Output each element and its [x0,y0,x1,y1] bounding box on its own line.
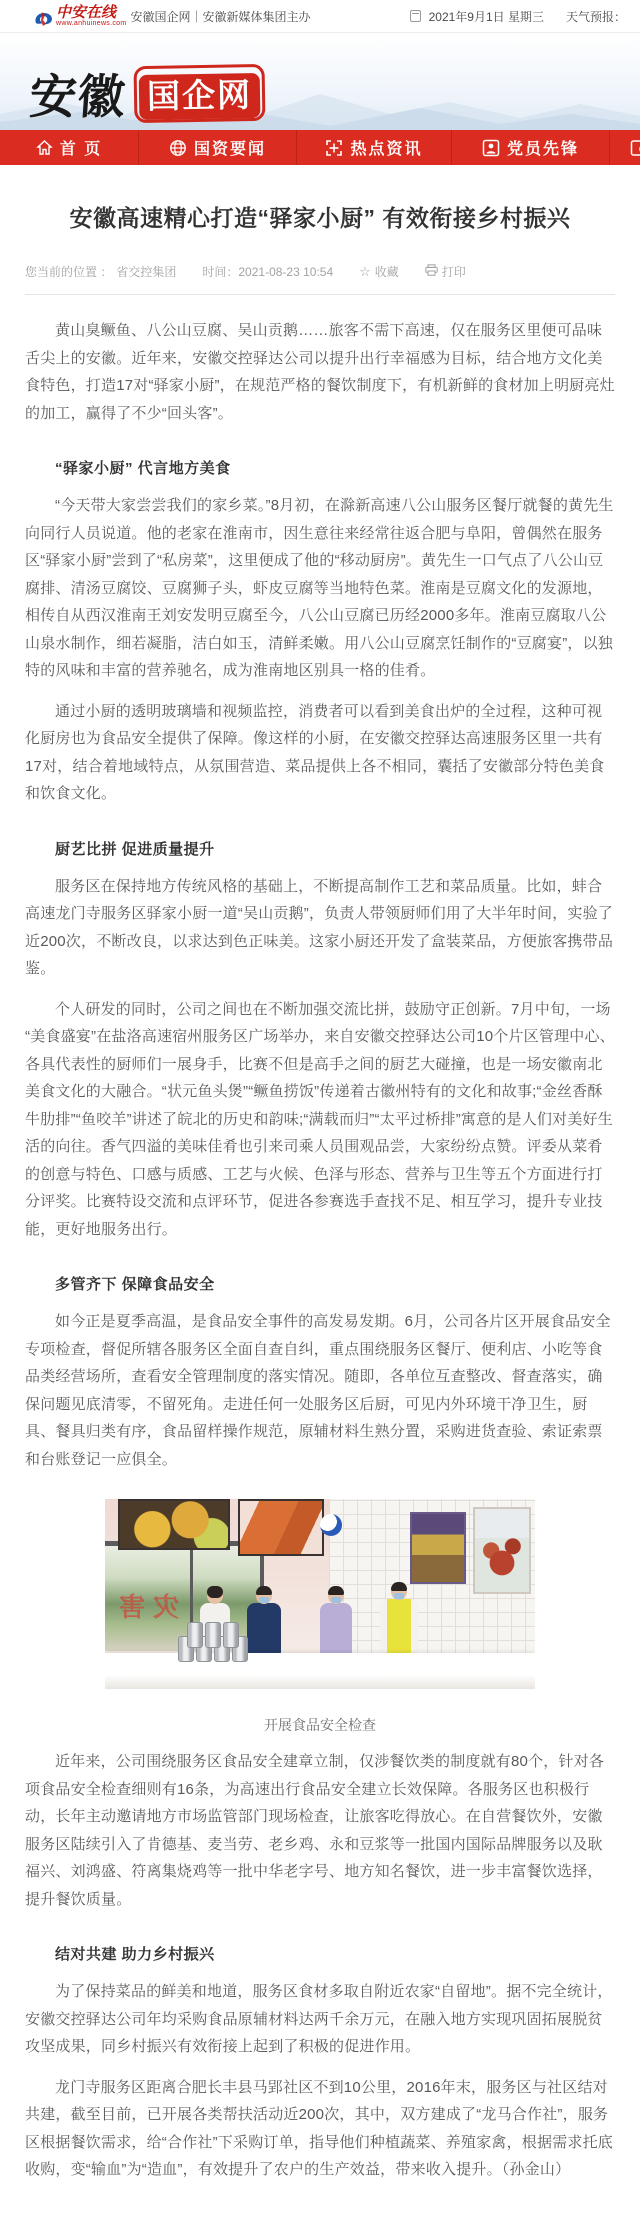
photo-food-poster [238,1499,324,1556]
photo-person-vest [380,1584,418,1655]
favorite-label: 收藏 [375,263,399,280]
section-heading: “驿家小厨” 代言地方美食 [25,457,615,478]
article-photo-wrap [105,1499,535,1689]
favorite-button[interactable] [359,263,399,280]
nav-item-news[interactable] [139,130,297,165]
article-photo [105,1499,535,1689]
photo-counter [105,1653,535,1689]
paragraph: 通过小厨的透明玻璃墙和视频监控，消费者可以看到美食出炉的全过程，这种可视化厨房也为食品安全提供了保障。像这样的小厨，在安徽交控驿达高速服务区里一共有17对，结合着地域特点，从氛围营造、菜品提供上各不相同，囊括了安徽部分特色美食和饮食文化。 [25,698,615,808]
time-value: 2021-08-23 10:54 [238,265,333,279]
print-label: 打印 [442,263,466,280]
article-title: 安徽高速精心打造“驿家小厨” 有效衔接乡村振兴 [25,203,615,233]
nav-label: 国资要闻 [194,136,266,159]
photo-cans [178,1620,288,1662]
topbar-right [410,8,626,25]
section-heading: 厨艺比拼 促进质量提升 [25,838,615,859]
site-banner [0,33,640,130]
printer-icon [425,264,438,279]
nav-item-hot[interactable] [297,130,452,165]
section-heading: 结对共建 助力乡村振兴 [25,1943,615,1964]
brand-seal-text: 国企网 [139,73,261,120]
search-doc-icon [630,139,640,157]
paragraph: 为了保持菜品的鲜美和地道，服务区食材多取自附近农家“自留地”。据不完全统计，安徽交控驿达公司年均采购食品原辅材料达两千余万元，在融入地方实现巩固拓展脱贫攻坚成果，同乡村振兴有效衔接上起到了积极的促进作用。 [25,1978,615,2061]
site-subtitle: 安徽国企网｜安徽新媒体集团主办 [130,8,310,25]
brand-seal [134,64,266,123]
main-nav [0,130,640,165]
paragraph: “今天带大家尝尝我们的家乡菜。”8月初，在滁新高速八公山服务区餐厅就餐的黄先生向同行人员说道。他的老家在淮南市，因生意往来经常往返合肥与阜阳，曾偶然在服务区“驿家小厨”尝到了“私房菜”，这里便成了他的“移动厨房”。黄先生一口气点了八公山豆腐排、清汤豆腐饺、豆腐狮子头，虾皮豆腐等当地特色菜。淮南是豆腐文化的发源地，相传自从西汉淮南王刘安发明豆腐至今，八公山豆腐已历经2000多年。淮南豆腐取八公山泉水制作，细若凝脂，洁白如玉，清鲜柔嫩。用八公山豆腐烹饪制作的“豆腐宴”，以独特的风味和丰富的营养驰名，成为淮南地区别具一格的佳肴。 [25,492,615,685]
paragraph: 龙门寺服务区距离合肥长丰县马郢社区不到10公里，2016年末，服务区与社区结对共建，截至目前，已开展各类帮扶活动近200次，其中，双方建成了“龙马合作社”，服务区根据餐饮需求，给“合作社”下采购订单，指导他们种植蔬菜、养殖家禽，根据需求托底收购，变“输血”为“造血”，有效提升了农户的生产效益，带来收入提升。（孙金山） [25,2074,615,2184]
globe-icon [169,139,187,157]
current-date: 2021年9月1日 星期三 [429,8,544,25]
logo-text: 中安在线 [56,3,116,21]
time-label: 时间： [202,263,238,280]
article-meta [25,263,615,295]
nav-label: 热点资讯 [350,136,422,159]
photo-window-text: 灾害 [111,1587,179,1624]
logo-swirl-icon [34,11,54,27]
section-heading: 多管齐下 保障食品安全 [25,1273,615,1294]
weather-label[interactable]: 天气预报： [566,8,626,25]
site-brand[interactable] [30,60,265,127]
article-container [0,203,640,2223]
brand-text-black: 安徽 [28,60,129,127]
nav-item-home[interactable] [0,130,139,165]
nav-label: 党员先锋 [507,136,579,159]
paragraph: 个人研发的同时，公司之间也在不断加强交流比拼，鼓励守正创新。7月中旬，一场“美食盛宴”在盐洛高速宿州服务区广场举办，来自安徽交控驿达公司10个片区管理中心、各具代表性的厨师们一展身手，比赛不但是高手之间的厨艺大碰撞，也是一场安徽南北美食文化的大融合。“状元鱼头煲”“鳜鱼捞饭”传递着古徽州特有的文化和故事;“金丝香酥牛肋排”“鱼咬羊”讲述了皖北的历史和韵味;“满载而归”“太平过桥排”寓意的是人们对美好生活的向往。香气四溢的美味佳肴也引来司乘人员围观品尝，大家纷纷点赞。评委从菜肴的创意与特色、口感与质感、工艺与火候、色泽与形态、营养与卫生等五个方面进行打分评奖。比赛特设交流和点评环节，促进各参赛选手查找不足、相互学习，提升专业技能，更好地服务出行。 [25,996,615,1244]
photo-person-shirt [320,1588,352,1655]
photo-food-poster [118,1499,230,1550]
photo-food-poster [473,1507,531,1594]
home-icon [36,139,53,156]
photo-caption: 开展食品安全检查 [25,1715,615,1735]
site-logo[interactable] [34,6,126,27]
breadcrumb-label: 您当前的位置 ： [25,263,112,280]
nav-item-party[interactable] [452,130,610,165]
logo-url: www.anhuinews.com [56,20,126,27]
article-body [25,317,615,2223]
calendar-icon [410,10,421,22]
paragraph: 服务区在保持地方传统风格的基础上，不断提高制作工艺和菜品质量。比如，蚌合高速龙门寺服务区驿家小厨一道“吴山贡鹅”，负责人带领厨师们用了大半年时间，实验了近200次，不断改良，以求达到色正味美。这家小厨还开发了盒装菜品，方便旅客携带品鉴。 [25,873,615,983]
paragraph: 近年来，公司围绕服务区食品安全建章立制，仅涉餐饮类的制度就有80个，针对各项食品安全检查细则有16条，为高速出行食品安全建立长效保障。各服务区也积极行动，长年主动邀请地方市场监管部门现场检查，让旅客吃得放心。在自营餐饮外，安徽服务区陆续引入了肯德基、麦当劳、老乡鸡、永和豆浆等一批国内国际品牌服务以及耿福兴、刘鸿盛、符离集烧鸡等一批中华老字号、地方知名餐饮，进一步丰富餐饮选择，提升餐饮质量。 [25,1748,615,1913]
photo-food-poster [410,1512,466,1584]
breadcrumb-link[interactable]: 省交控集团 [116,263,176,280]
paragraph: 如今正是夏季高温，是食品安全事件的高发易发期。6月，公司各片区开展食品安全专项检查，督促所辖各服务区全面自查自纠，重点围绕服务区餐厅、便利店、小吃等食品类经营场所，查看安全管理制度的落实情况。随即，各单位互查整改、督查落实，确保问题见底清零，不留死角。走进任何一处服务区后厨，可见内外环境干净卫生，厨具、餐具归类有序，食品留样操作规范，原辅材料生熟分置，采购进货查验、索证索票和台账登记一应俱全。 [25,1308,615,1473]
paragraph: 黄山臭鳜鱼、八公山豆腐、吴山贡鹅……旅客不需下高速，仅在服务区里便可品味舌尖上的安徽。近年来，安徽交控驿达公司以提升出行幸福感为目标，结合地方文化美食特色，打造17对“驿家小厨”，在规范严格的餐饮制度下，有机新鲜的食材加上明厨亮灶的加工，赢得了不少“回头客”。 [25,317,615,427]
hotspot-icon [325,139,343,157]
star-icon: ☆ [359,264,371,280]
member-icon [482,139,500,157]
print-button[interactable] [425,263,466,280]
nav-label: 首 页 [60,136,102,159]
nav-item-more[interactable] [610,130,640,165]
top-bar [0,0,640,33]
